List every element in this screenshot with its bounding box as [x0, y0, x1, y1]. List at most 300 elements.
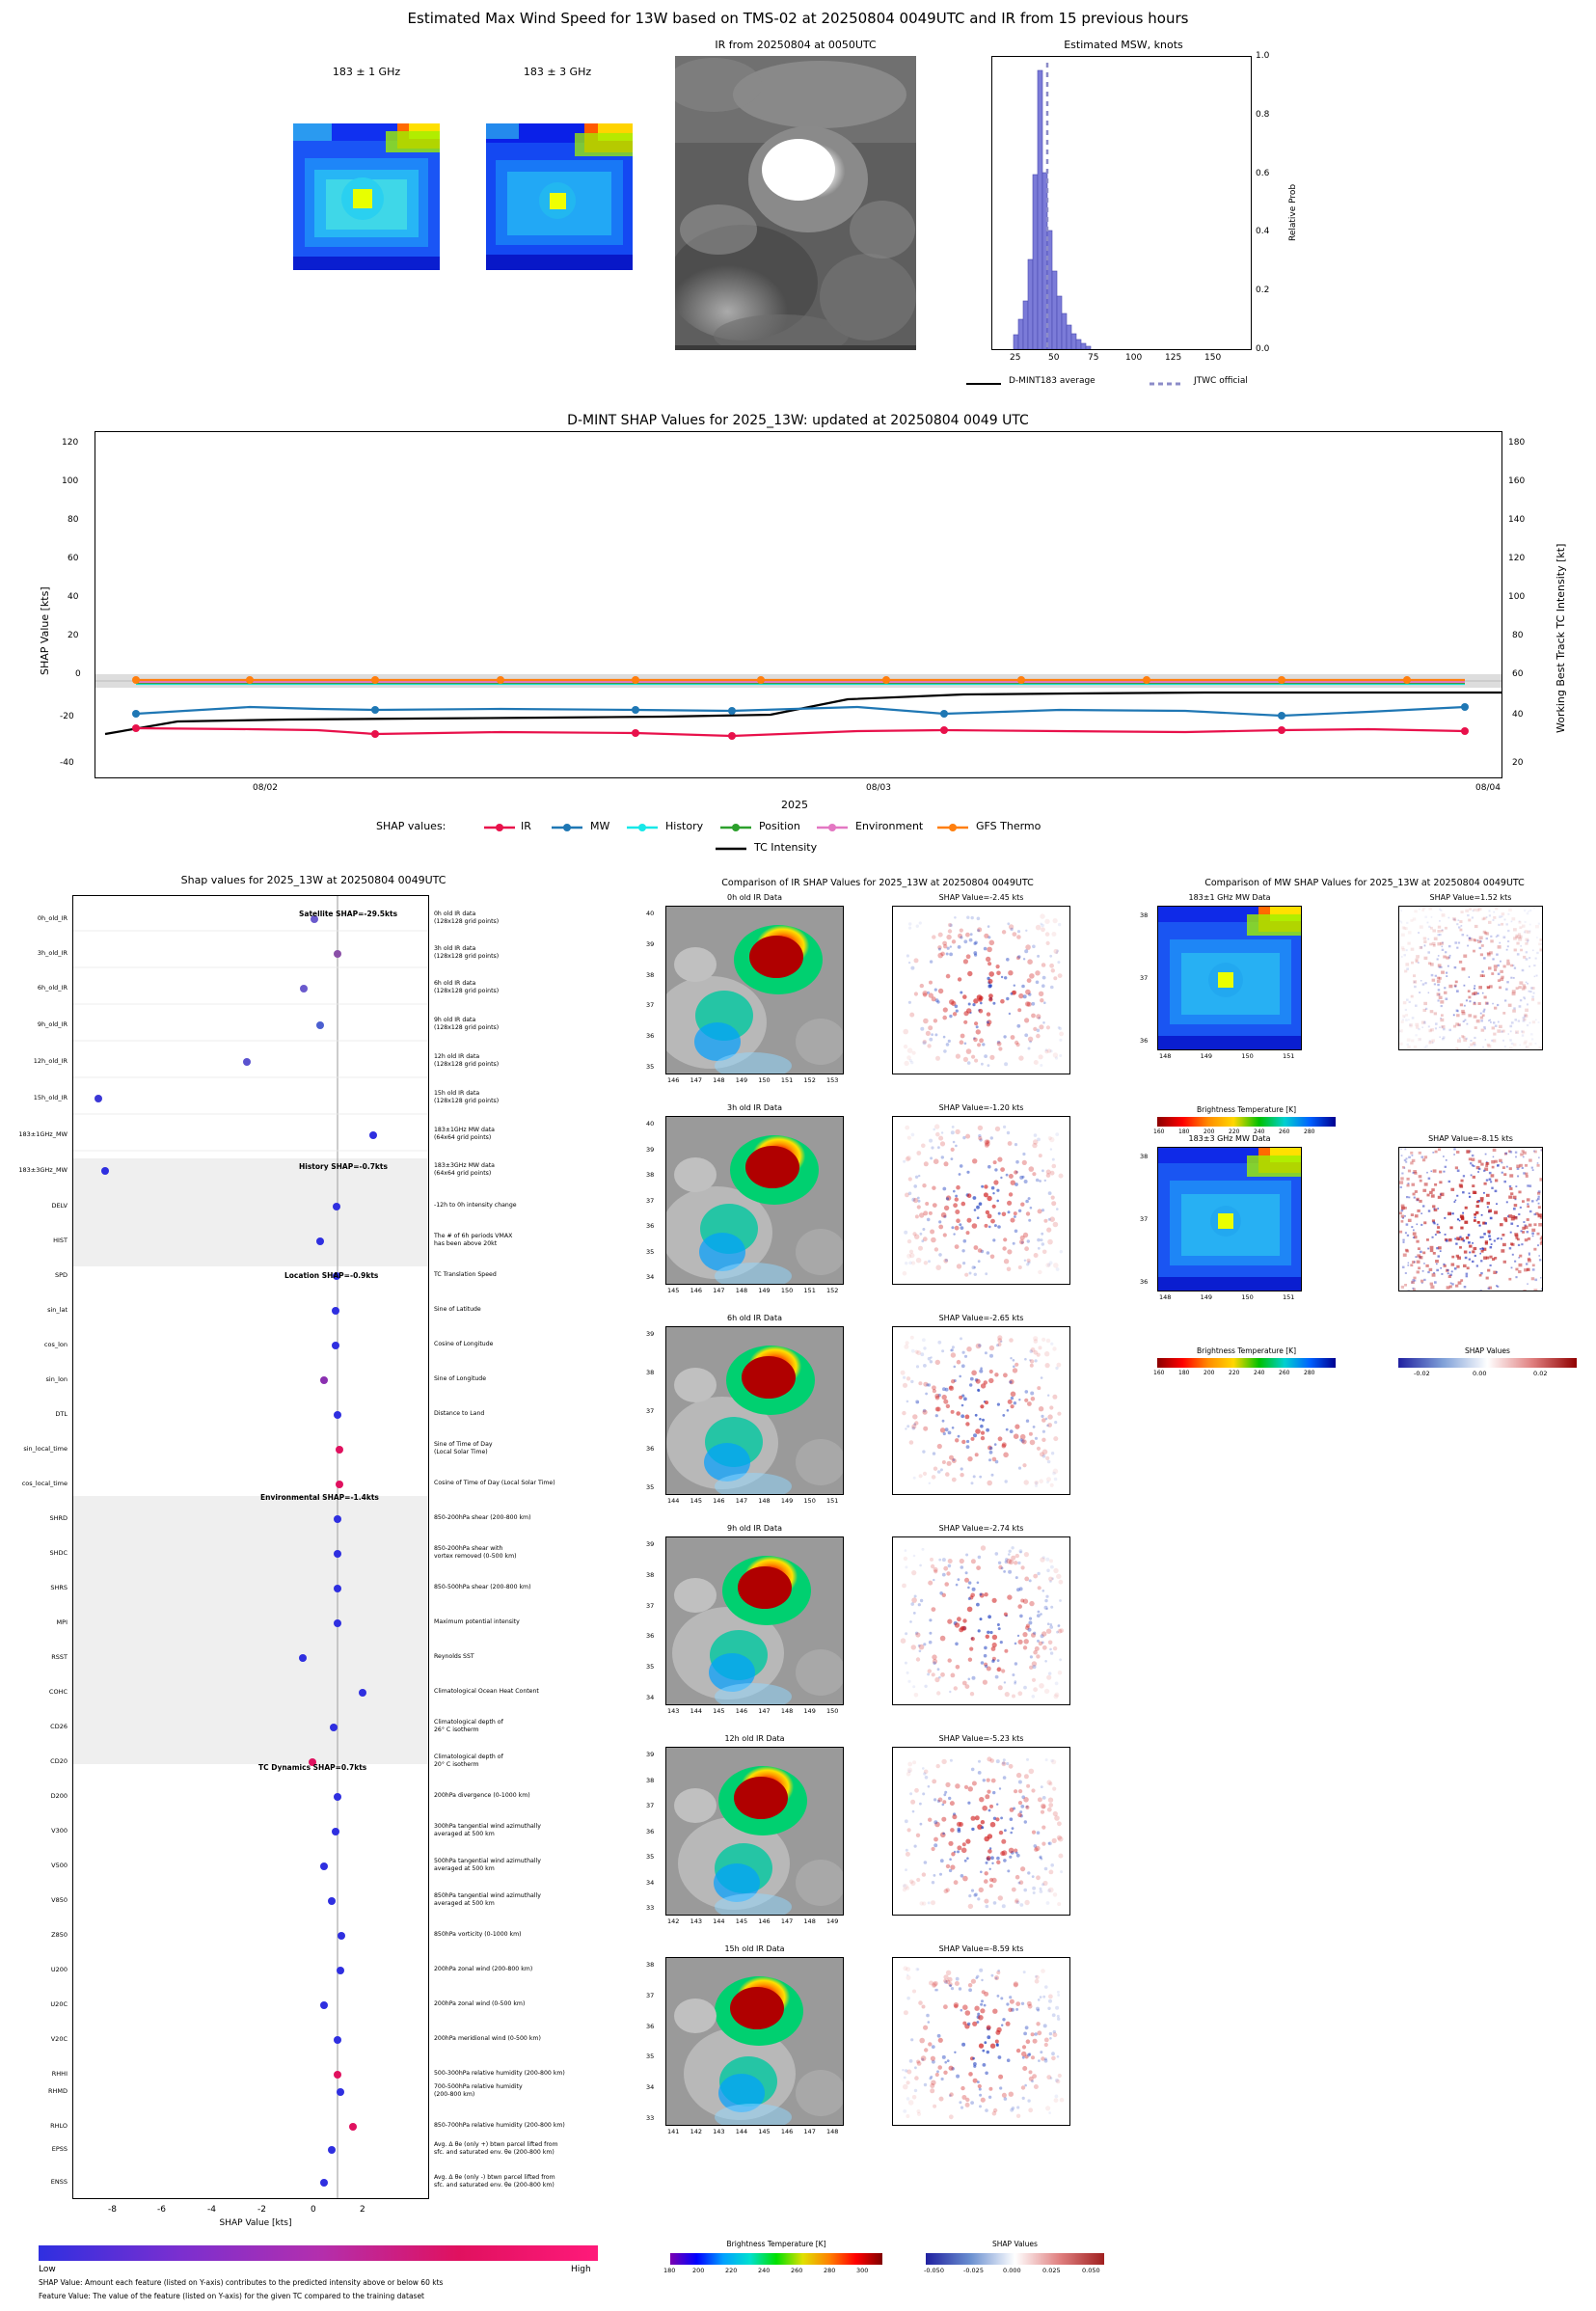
mw-bt1-tick-4: 240: [1254, 1128, 1265, 1135]
shap-feature-label-cos_lon: cos_lon: [43, 1341, 68, 1348]
ir-row-0-xtick-1: 147: [690, 1076, 702, 1084]
shap-feature-label-V20C: V20C: [50, 2035, 68, 2043]
shap-feature-desc-DELV: -12h to 0h intensity change: [434, 1202, 517, 1209]
mw-bt2-tick-3: 220: [1229, 1370, 1240, 1376]
mw-bt-colorbar-label-2: Brightness Temperature [K]: [1197, 1346, 1296, 1355]
ir-row-1-image: [665, 1116, 844, 1285]
mw-row-1-ytick-1: 37: [1140, 1215, 1149, 1223]
ir-bt-tick-5: 280: [824, 2267, 836, 2274]
ir-row-3-xtick-4: 147: [758, 1707, 771, 1715]
ir-row-0-right-title: SHAP Value=-2.45 kts: [938, 893, 1024, 902]
mw1-panel-title: 183 ± 1 GHz: [332, 66, 401, 78]
ts-ytick-r-5: 80: [1512, 631, 1524, 640]
ir-row-2-ytick-0: 35: [646, 1483, 655, 1491]
mw-bt1-tick-3: 220: [1229, 1128, 1240, 1135]
ts-ytick-r-8: 20: [1512, 758, 1524, 768]
shap-feature-desc-D200: 200hPa divergence (0-1000 km): [434, 1792, 530, 1799]
shap-feature-labels: [0, 896, 72, 2200]
mw-bt1-tick-5: 260: [1279, 1128, 1290, 1135]
shap-feature-desc-MPI: Maximum potential intensity: [434, 1618, 520, 1625]
shap-bar-xlabel: SHAP Value [kts]: [219, 2218, 292, 2228]
ir-row-5-ytick-4: 37: [646, 1991, 655, 1999]
shap-feature-desc-CD26: Climatological depth of 26° C isotherm: [434, 1719, 503, 1733]
shap-bar-xtick-0: -8: [108, 2205, 117, 2215]
mw2-panel-title: 183 ± 3 GHz: [523, 66, 592, 78]
shap-bar-xtick-1: -6: [157, 2205, 166, 2215]
shap-feature-desc-15h_old_IR: 15h old IR data (128x128 grid points): [434, 1090, 500, 1104]
mw-bt2-tick-0: 160: [1153, 1370, 1165, 1376]
shap-feature-desc-EPSS: Avg. Δ θe (only +) btwn parcel lifted from sfc. and saturated env. θe (200-800 km): [434, 2141, 558, 2156]
mw-row-1-ytick-0: 36: [1140, 1278, 1149, 1286]
msw-hist-plot: [991, 56, 1252, 350]
shap-timeseries-title: D-MINT SHAP Values for 2025_13W: updated at 20250804 0049 UTC: [567, 413, 1029, 428]
ir-row-2-xtick-1: 145: [690, 1497, 702, 1505]
shap-feature-label-SHRS: SHRS: [50, 1584, 68, 1591]
shap-feature-label-183±3GHz_MW: 183±3GHz_MW: [18, 1166, 68, 1174]
ir-row-4-xtick-0: 142: [667, 1917, 680, 1925]
ir-row-1-ytick-2: 36: [646, 1222, 655, 1230]
ir-comparison-rows: [636, 893, 1138, 2157]
ts-ylabel-left: SHAP Value [kts]: [39, 586, 51, 675]
mw-row-0-xtick-2: 150: [1241, 1052, 1254, 1060]
mw-row-0-ytick-0: 36: [1140, 1037, 1149, 1045]
msw-hist-xtick-5: 150: [1204, 353, 1222, 363]
mw-row-1-image: [1157, 1147, 1302, 1291]
mw-row-1-xtick-2: 150: [1241, 1293, 1254, 1301]
ir-row-5-xtick-1: 142: [690, 2128, 702, 2135]
msw-hist-ytick-1: 0.2: [1256, 285, 1270, 295]
shap-feature-label-HIST: HIST: [53, 1237, 68, 1244]
shap-feature-desc-RSST: Reynolds SST: [434, 1653, 474, 1660]
shap-feature-label-RHHI: RHHI: [51, 2070, 68, 2078]
mw-comparison-title: Comparison of MW SHAP Values for 2025_13W at 20250804 0049UTC: [1204, 878, 1525, 888]
shap-feature-desc-CD20: Climatological depth of 20° C isotherm: [434, 1754, 503, 1768]
ir-row-4-ytick-3: 36: [646, 1827, 655, 1835]
ts-ytick-r-0: 180: [1508, 438, 1526, 448]
ir-row-3-shap-image: [892, 1536, 1070, 1705]
ir-row-5-xtick-3: 144: [735, 2128, 748, 2135]
shap-feature-label-SPD: SPD: [54, 1271, 68, 1279]
ir-row-1-ytick-1: 35: [646, 1247, 655, 1256]
colorbar-low-label: Low: [39, 2265, 56, 2274]
shap-feature-desc-12h_old_IR: 12h old IR data (128x128 grid points): [434, 1053, 500, 1068]
shap-feature-desc-SHRS: 850-500hPa shear (200-800 km): [434, 1584, 531, 1591]
shap-bar-points: [73, 896, 428, 2198]
ir-row-4-xtick-2: 144: [713, 1917, 725, 1925]
ir-row-1-xtick-7: 152: [826, 1287, 839, 1294]
shap-feature-desc-0h_old_IR: 0h old IR data (128x128 grid points): [434, 911, 500, 925]
shap-feature-label-U200: U200: [50, 1966, 68, 1973]
shap-feature-label-U20C: U20C: [50, 2000, 68, 2008]
ir-row-4-xtick-6: 148: [803, 1917, 816, 1925]
ts-legend-label-5: GFS Thermo: [976, 820, 1041, 832]
mw-shap-tick-1: 0.00: [1473, 1370, 1487, 1377]
ir-row-0-xtick-2: 148: [713, 1076, 725, 1084]
shap-feature-label-sin_local_time: sin_local_time: [23, 1445, 68, 1453]
ir-row-5-xtick-4: 145: [758, 2128, 771, 2135]
msw-hist-ytick-2: 0.4: [1256, 227, 1270, 236]
ir-row-4-ytick-1: 34: [646, 1878, 655, 1887]
msw-hist-ytick-3: 0.6: [1256, 169, 1270, 178]
msw-hist-ytick-5: 1.0: [1256, 51, 1270, 61]
ir-row-3-ytick-2: 36: [646, 1632, 655, 1641]
ir-row-2-ytick-2: 37: [646, 1406, 655, 1415]
mw-row-0-ytick-2: 38: [1140, 911, 1149, 919]
ir-row-5-right-title: SHAP Value=-8.59 kts: [938, 1944, 1024, 1953]
mw-row-0-ytick-1: 37: [1140, 974, 1149, 982]
msw-hist-xtick-4: 125: [1165, 353, 1182, 363]
ir-row-2-image: [665, 1326, 844, 1495]
shap-group-label-0: Satellite SHAP=-29.5kts: [299, 910, 398, 918]
mw-bt-colorbar-label-1: Brightness Temperature [K]: [1197, 1105, 1296, 1114]
ts-ytick-l-4: 40: [68, 592, 79, 602]
ts-ytick-l-2: 80: [68, 515, 79, 525]
ts-legend-label-6: TC Intensity: [754, 841, 818, 854]
shap-feature-desc-HIST: The # of 6h periods VMAX has been above 20kt: [434, 1233, 513, 1247]
mw-bt2-tick-6: 280: [1304, 1370, 1315, 1376]
ir-row-0-left-title: 0h old IR Data: [726, 893, 782, 902]
shap-feature-desc-sin_local_time: Sine of Time of Day (Local Solar Time): [434, 1441, 493, 1455]
ts-legend: [376, 818, 1283, 862]
ir-row-0-ytick-0: 35: [646, 1063, 655, 1071]
ir-row-0-xtick-4: 150: [758, 1076, 771, 1084]
shap-feature-desc-V850: 850hPa tangential wind azimuthally averaged at 500 km: [434, 1892, 541, 1907]
shap-feature-label-RHLO: RHLO: [50, 2122, 68, 2130]
shap-feature-label-RSST: RSST: [51, 1653, 68, 1661]
shap-feature-label-sin_lon: sin_lon: [45, 1375, 68, 1383]
ir-row-5-ytick-3: 36: [646, 2022, 655, 2030]
ir-row-0-shap-image: [892, 906, 1070, 1074]
ir-row-2-xtick-0: 144: [667, 1497, 680, 1505]
ir-row-2-ytick-4: 39: [646, 1330, 655, 1338]
ts-ylabel-right: Working Best Track TC Intensity [kt]: [1555, 543, 1567, 733]
ir-row-2-xtick-6: 150: [803, 1497, 816, 1505]
ir-row-1-xtick-6: 151: [803, 1287, 816, 1294]
ts-legend-label-4: Environment: [855, 820, 924, 832]
shap-feature-desc-SPD: TC Translation Speed: [434, 1271, 497, 1278]
shap-feature-label-cos_local_time: cos_local_time: [21, 1480, 68, 1487]
ir-row-5-xtick-7: 148: [826, 2128, 839, 2135]
ts-xtick-0: 08/02: [253, 783, 278, 793]
shap-feature-desc-183±3GHz_MW: 183±3GHz MW data (64x64 grid points): [434, 1162, 495, 1177]
ir-row-0-xtick-6: 152: [803, 1076, 816, 1084]
ir-row-4-image: [665, 1747, 844, 1916]
shap-footnote-2: Feature Value: The value of the feature (listed on Y-axis) for the given TC compared to the training dataset: [39, 2292, 425, 2300]
ir-bt-tick-3: 240: [758, 2267, 771, 2274]
mw-bt2-tick-4: 240: [1254, 1370, 1265, 1376]
shap-feature-desc-ENSS: Avg. Δ θe (only -) btwn parcel lifted from sfc. and saturated env. θe (200-800 km): [434, 2174, 555, 2189]
ir-bt-tick-2: 220: [725, 2267, 738, 2274]
ir-bt-tick-1: 200: [692, 2267, 705, 2274]
ir-row-4-right-title: SHAP Value=-5.23 kts: [938, 1734, 1024, 1743]
ir-panel-title: IR from 20250804 at 0050UTC: [715, 39, 877, 51]
shap-feature-desc-6h_old_IR: 6h old IR data (128x128 grid points): [434, 980, 500, 994]
shap-feature-desc-U20C: 200hPa zonal wind (0-500 km): [434, 2000, 526, 2007]
mw-row-1-right-title: SHAP Value=-8.15 kts: [1428, 1134, 1513, 1143]
ts-xlabel: 2025: [781, 799, 808, 811]
shap-feature-label-RHMD: RHMD: [47, 2087, 68, 2095]
shap-timeseries-plot: [95, 431, 1502, 778]
mw-row-0-xtick-3: 151: [1283, 1052, 1295, 1060]
shap-feature-label-DELV: DELV: [51, 1202, 68, 1210]
shap-feature-desc-3h_old_IR: 3h old IR data (128x128 grid points): [434, 945, 500, 960]
shap-feature-label-EPSS: EPSS: [51, 2145, 68, 2153]
ir-row-3-xtick-7: 150: [826, 1707, 839, 1715]
shap-feature-desc-RHHI: 500-300hPa relative humidity (200-800 km): [434, 2070, 565, 2077]
ir-row-4-xtick-5: 147: [780, 1917, 794, 1925]
ir-row-2-left-title: 6h old IR Data: [726, 1314, 782, 1322]
ir-row-2-right-title: SHAP Value=-2.65 kts: [938, 1314, 1024, 1322]
ir-row-2-ytick-1: 36: [646, 1445, 655, 1454]
shap-feature-desc-COHC: Climatological Ocean Heat Content: [434, 1688, 539, 1695]
mw-row-0-left-title: 183±1 GHz MW Data: [1188, 893, 1271, 902]
shap-feature-desc-Z850: 850hPa vorticity (0-1000 km): [434, 1931, 522, 1938]
shap-group-label-3: Environmental SHAP=-1.4kts: [260, 1493, 379, 1502]
mw-bt1-tick-2: 200: [1204, 1128, 1215, 1135]
ir-row-3-xtick-6: 149: [803, 1707, 816, 1715]
ts-ytick-l-7: -20: [60, 712, 74, 721]
shap-footnote-1: SHAP Value: Amount each feature (listed on Y-axis) contributes to the predicted intensity above or below 60 kts: [39, 2278, 444, 2287]
ir-row-4-xtick-4: 146: [758, 1917, 771, 1925]
msw-hist-ylabel: Relative Prob: [1288, 183, 1298, 241]
ir-row-5-ytick-5: 38: [646, 1961, 655, 1969]
mw-row-1-xtick-0: 148: [1159, 1293, 1172, 1301]
mw-bt1-tick-0: 160: [1153, 1128, 1165, 1135]
shap-feature-label-sin_lat: sin_lat: [47, 1306, 68, 1314]
shap-feature-label-3h_old_IR: 3h_old_IR: [37, 949, 68, 957]
ir-row-3-xtick-5: 148: [780, 1707, 794, 1715]
ir-row-5-ytick-1: 34: [646, 2083, 655, 2092]
ir-shap-tick-0: -0.050: [924, 2267, 944, 2274]
shap-feature-label-SHRD: SHRD: [49, 1514, 68, 1522]
ir-bt-colorbar-label: Brightness Temperature [K]: [726, 2240, 826, 2248]
ts-legend-label-3: Position: [759, 820, 800, 832]
ir-row-5-xtick-2: 143: [713, 2128, 725, 2135]
hist-legend-label-0: D-MINT183 average: [1009, 376, 1096, 386]
ts-ytick-l-5: 20: [68, 631, 79, 640]
shap-feature-desc-RHMD: 700-500hPa relative humidity (200-800 km): [434, 2083, 523, 2098]
shap-group-label-2: Location SHAP=-0.9kts: [284, 1271, 379, 1280]
shap-feature-desc-sin_lat: Sine of Latitude: [434, 1306, 481, 1313]
msw-hist-xtick-0: 25: [1010, 353, 1021, 363]
ir-row-5-xtick-0: 141: [667, 2128, 680, 2135]
ir-row-3-right-title: SHAP Value=-2.74 kts: [938, 1524, 1024, 1533]
shap-feature-desc-SHRD: 850-200hPa shear (200-800 km): [434, 1514, 531, 1521]
ir-row-1-ytick-5: 39: [646, 1145, 655, 1154]
ir-row-5-ytick-0: 33: [646, 2114, 655, 2122]
msw-hist-ytick-4: 0.8: [1256, 110, 1270, 120]
shap-feature-label-MPI: MPI: [56, 1618, 68, 1626]
ir-shap-tick-3: 0.025: [1042, 2267, 1061, 2274]
mw2-image: [486, 123, 633, 270]
ir-shap-tick-1: -0.025: [963, 2267, 984, 2274]
mw-bt-colorbar-2: [1157, 1358, 1336, 1368]
ir-row-4-ytick-5: 38: [646, 1776, 655, 1784]
mw-row-0-xtick-1: 149: [1200, 1052, 1213, 1060]
shap-feature-label-CD26: CD26: [50, 1723, 68, 1730]
ir-row-5-ytick-2: 35: [646, 2053, 655, 2061]
ir-row-4-ytick-4: 37: [646, 1802, 655, 1809]
mw-row-0-xtick-0: 148: [1159, 1052, 1172, 1060]
mw-shap-tick-0: -0.02: [1414, 1370, 1430, 1377]
ts-xtick-2: 08/04: [1475, 783, 1501, 793]
msw-hist-xtick-3: 100: [1125, 353, 1143, 363]
shap-feature-label-Z850: Z850: [51, 1931, 68, 1939]
mw-shap-tick-2: 0.02: [1533, 1370, 1548, 1377]
shap-feature-desc-V20C: 200hPa meridional wind (0-500 km): [434, 2035, 541, 2042]
mw-comparison-rows: [1128, 893, 1596, 1375]
shap-feature-desc-sin_lon: Sine of Longitude: [434, 1375, 487, 1382]
ir-row-0-ytick-1: 36: [646, 1032, 655, 1041]
hist-legend: [964, 374, 1321, 394]
shap-bar-xtick-4: 0: [311, 2205, 316, 2215]
mw-bt2-tick-1: 180: [1178, 1370, 1190, 1376]
ir-row-3-ytick-5: 39: [646, 1540, 655, 1548]
mw-row-0-image: [1157, 906, 1302, 1050]
shap-feature-desc-9h_old_IR: 9h old IR data (128x128 grid points): [434, 1017, 500, 1031]
mw-shap-colorbar-label: SHAP Values: [1465, 1346, 1510, 1355]
ir-row-4-left-title: 12h old IR Data: [724, 1734, 785, 1743]
ir-row-1-shap-image: [892, 1116, 1070, 1285]
ir-bt-tick-0: 180: [663, 2267, 676, 2274]
shap-feature-desc-DTL: Distance to Land: [434, 1410, 485, 1417]
ts-legend-title: SHAP values:: [376, 820, 446, 832]
ir-shap-colorbar-label: SHAP Values: [992, 2240, 1038, 2248]
ir-shap-tick-2: 0.000: [1003, 2267, 1021, 2274]
ir-row-3-left-title: 9h old IR Data: [726, 1524, 782, 1533]
ir-row-0-ytick-2: 37: [646, 1001, 655, 1010]
ir-row-1-xtick-1: 146: [690, 1287, 702, 1294]
ir-row-0-ytick-5: 40: [646, 910, 655, 917]
ir-row-4-shap-image: [892, 1747, 1070, 1916]
ts-ytick-r-6: 60: [1512, 669, 1524, 679]
msw-hist-title: Estimated MSW, knots: [1064, 39, 1183, 51]
ts-ytick-r-7: 40: [1512, 710, 1524, 720]
shap-bar-xtick-5: 2: [360, 2205, 365, 2215]
ir-row-2-xtick-5: 149: [780, 1497, 794, 1505]
shap-feature-label-SHDC: SHDC: [49, 1549, 68, 1557]
ir-row-3-ytick-1: 35: [646, 1663, 655, 1672]
ir-row-2-shap-image: [892, 1326, 1070, 1495]
ir-row-2-xtick-4: 148: [758, 1497, 771, 1505]
ir-row-2-xtick-7: 151: [826, 1497, 839, 1505]
ts-ytick-r-2: 140: [1508, 515, 1526, 525]
shap-group-label-4: TC Dynamics SHAP=0.7kts: [258, 1763, 367, 1772]
ir-row-0-xtick-7: 153: [826, 1076, 839, 1084]
mw-bt-colorbar-1: [1157, 1117, 1336, 1127]
mw-shap-colorbar: [1398, 1358, 1577, 1368]
ir-row-3-image: [665, 1536, 844, 1705]
ir-row-0-xtick-5: 151: [780, 1076, 794, 1084]
ir-row-1-ytick-4: 38: [646, 1171, 655, 1179]
shap-feature-label-CD20: CD20: [50, 1757, 68, 1765]
ir-row-4-xtick-3: 145: [735, 1917, 748, 1925]
ir-row-5-left-title: 15h old IR Data: [724, 1944, 785, 1953]
ts-legend-label-1: MW: [590, 820, 610, 832]
shap-feature-desc-SHDC: 850-200hPa shear with vortex removed (0-500 km): [434, 1545, 517, 1560]
ts-ytick-l-0: 120: [62, 438, 79, 448]
shap-feature-label-183±1GHz_MW: 183±1GHz_MW: [18, 1130, 68, 1138]
ir-shap-tick-4: 0.050: [1082, 2267, 1100, 2274]
shap-feature-label-V300: V300: [51, 1827, 68, 1835]
mw-bt2-tick-5: 260: [1279, 1370, 1290, 1376]
ir-row-3-xtick-2: 145: [713, 1707, 725, 1715]
ir-shap-colorbar: [926, 2253, 1104, 2265]
mw-row-1-xtick-1: 149: [1200, 1293, 1213, 1301]
shap-feature-desc-183±1GHz_MW: 183±1GHz MW data (64x64 grid points): [434, 1127, 495, 1141]
msw-hist-xtick-2: 75: [1088, 353, 1099, 363]
ir-row-2-xtick-2: 146: [713, 1497, 725, 1505]
mw-bt1-tick-6: 280: [1304, 1128, 1315, 1135]
ir-row-5-shap-image: [892, 1957, 1070, 2126]
shap-feature-label-D200: D200: [50, 1792, 68, 1800]
mw-row-0-shap-image: [1398, 906, 1543, 1050]
shap-feature-label-9h_old_IR: 9h_old_IR: [37, 1020, 68, 1028]
ts-ytick-l-6: 0: [75, 669, 81, 679]
ir-row-4-ytick-6: 39: [646, 1751, 655, 1758]
mw-bt2-tick-2: 200: [1204, 1370, 1215, 1376]
ir-row-1-ytick-6: 40: [646, 1120, 655, 1128]
ir-row-0-xtick-3: 149: [735, 1076, 748, 1084]
ir-row-1-xtick-3: 148: [735, 1287, 748, 1294]
ir-row-1-right-title: SHAP Value=-1.20 kts: [938, 1103, 1024, 1112]
shap-bar-xtick-2: -4: [207, 2205, 216, 2215]
shap-bar-title: Shap values for 2025_13W at 20250804 0049UTC: [180, 874, 446, 886]
ir-row-2-ytick-3: 38: [646, 1368, 655, 1376]
ts-ytick-l-3: 60: [68, 554, 79, 563]
ts-ytick-l-8: -40: [60, 758, 74, 768]
mw-row-1-xtick-3: 151: [1283, 1293, 1295, 1301]
ir-row-1-xtick-0: 145: [667, 1287, 680, 1294]
colorbar-high-label: High: [571, 2265, 591, 2274]
ir-row-3-ytick-3: 37: [646, 1601, 655, 1610]
ir-row-1-left-title: 3h old IR Data: [726, 1103, 782, 1112]
shap-feature-desc-V300: 300hPa tangential wind azimuthally averaged at 500 km: [434, 1823, 541, 1837]
ir-row-3-xtick-1: 144: [690, 1707, 702, 1715]
mw-row-1-left-title: 183±3 GHz MW Data: [1188, 1134, 1271, 1143]
ir-row-3-ytick-4: 38: [646, 1570, 655, 1579]
ts-ytick-r-1: 160: [1508, 476, 1526, 486]
ir-row-5-image: [665, 1957, 844, 2126]
ir-row-1-xtick-2: 147: [713, 1287, 725, 1294]
ir-bt-colorbar: [670, 2253, 882, 2265]
shap-feature-label-ENSS: ENSS: [50, 2178, 68, 2186]
mw-row-1-shap-image: [1398, 1147, 1543, 1291]
mw-row-1-ytick-2: 38: [1140, 1153, 1149, 1160]
shap-feature-desc-U200: 200hPa zonal wind (200-800 km): [434, 1966, 533, 1972]
ir-row-1-ytick-3: 37: [646, 1196, 655, 1205]
shap-feature-label-0h_old_IR: 0h_old_IR: [37, 914, 68, 922]
ir-row-0-image: [665, 906, 844, 1074]
shap-feature-desc-V500: 500hPa tangential wind azimuthally averaged at 500 km: [434, 1858, 541, 1872]
mw1-image: [293, 123, 440, 270]
ir-row-1-ytick-0: 34: [646, 1273, 655, 1281]
shap-feature-label-15h_old_IR: 15h_old_IR: [33, 1094, 68, 1101]
hist-legend-label-1: JTWC official: [1194, 376, 1248, 386]
ir-row-5-xtick-6: 147: [803, 2128, 816, 2135]
ir-row-3-xtick-0: 143: [667, 1707, 680, 1715]
ir-row-5-xtick-5: 146: [780, 2128, 794, 2135]
shap-feature-label-COHC: COHC: [48, 1688, 68, 1696]
shap-bar-xtick-3: -2: [257, 2205, 266, 2215]
ir-row-1-xtick-4: 149: [758, 1287, 771, 1294]
shap-feature-label-6h_old_IR: 6h_old_IR: [37, 984, 68, 992]
shap-feature-desc-RHLO: 850-700hPa relative humidity (200-800 km): [434, 2122, 565, 2129]
ts-ytick-l-1: 100: [62, 476, 79, 486]
shap-feature-desc-cos_local_time: Cosine of Time of Day (Local Solar Time): [434, 1480, 555, 1486]
shap-feature-label-DTL: DTL: [55, 1410, 68, 1418]
ir-image: [675, 56, 916, 350]
